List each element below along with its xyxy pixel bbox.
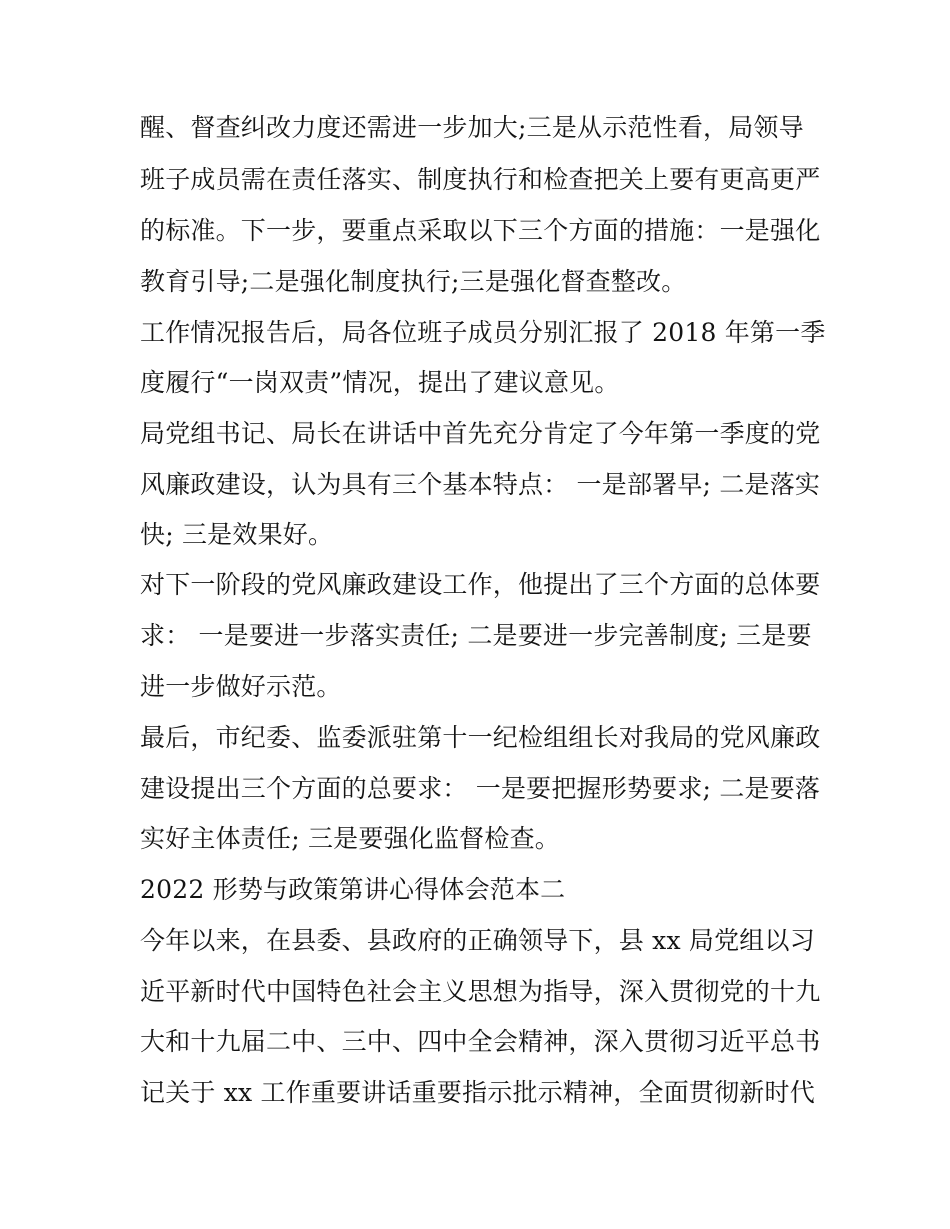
text-line: 对下一阶段的党风廉政建设工作，他提出了三个方面的总体要 [140,570,821,599]
text-line: 风廉政建设，认为具有三个基本特点： 一是部署早; 二是落实 [140,470,821,499]
text-line: 局党组书记、局长在讲话中首先充分肯定了今年第一季度的党 [140,419,821,448]
text-line: 进一步做好示范。 [140,672,342,701]
text-line: 醒、督查纠改力度还需进一步加大;三是从示范性看，局领导 [140,113,804,142]
text-line: 快; 三是效果好。 [140,520,334,549]
text-line: 建设提出三个方面的总要求： 一是要把握形势要求; 二是要落 [140,774,821,803]
section-heading: 2022 形势与政策第讲心得体会范本二 [140,875,566,904]
text-line: 记关于 xx 工作重要讲话重要指示批示精神，全面贯彻新时代 [140,1078,815,1107]
text-line: 今年以来，在县委、县政府的正确领导下，县 xx 局党组以习 [140,926,815,955]
text-line: 度履行“一岗双责”情况，提出了建议意见。 [140,368,620,397]
text-line: 实好主体责任; 三是要强化监督检查。 [140,824,560,853]
text-line: 工作情况报告后，局各位班子成员分别汇报了 2018 年第一季 [140,318,826,347]
text-line: 求： 一是要进一步落实责任; 二是要进一步完善制度; 三是要 [140,621,812,650]
text-line: 的标准。下一步，要重点采取以下三个方面的措施：一是强化 [140,216,821,245]
text-line: 大和十九届二中、三中、四中全会精神，深入贯彻习近平总书 [140,1027,821,1056]
text-line: 教育引导;二是强化制度执行;三是强化督查整改。 [140,267,687,296]
text-line: 最后，市纪委、监委派驻第十一纪检组组长对我局的党风廉政 [140,723,821,752]
text-line: 班子成员需在责任落实、制度执行和检查把关上要有更高更严 [140,165,821,194]
text-line: 近平新时代中国特色社会主义思想为指导，深入贯彻党的十九 [140,977,821,1006]
